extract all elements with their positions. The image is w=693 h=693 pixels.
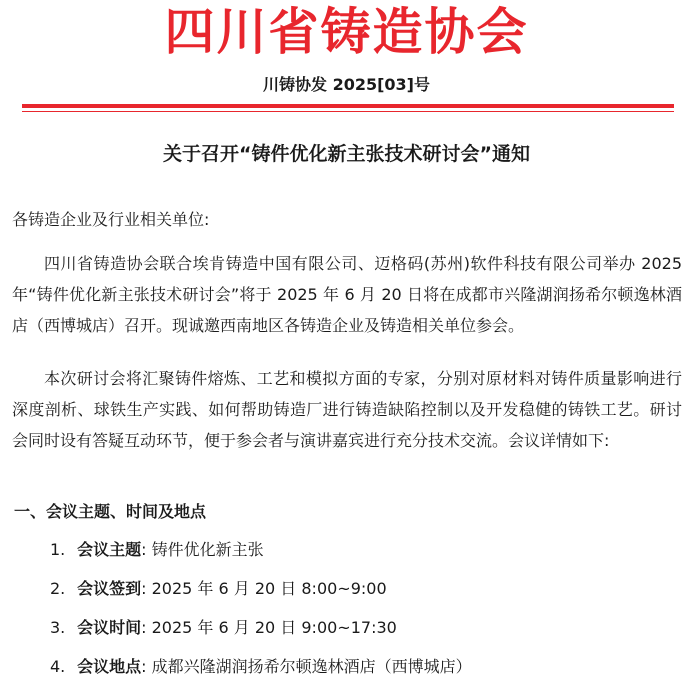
list-item-value: 2025 年 6 月 20 日 9:00~17:30 <box>151 618 397 637</box>
header-rule-thick <box>22 104 674 108</box>
list-item-colon: : <box>141 618 147 637</box>
list-item-value: 2025 年 6 月 20 日 8:00~9:00 <box>151 579 387 598</box>
list-item-label: 会议签到 <box>77 579 142 598</box>
list-item-number: 1. <box>50 540 66 559</box>
organization-title: 四川省铸造协会 <box>164 3 529 61</box>
list-item-label: 会议时间 <box>77 618 142 637</box>
meeting-details-list <box>50 537 472 693</box>
list-item-colon: : <box>141 657 147 676</box>
document-number: 川铸协发 2025[03]号 <box>263 75 430 94</box>
list-item-number: 4. <box>50 657 66 676</box>
list-item-value: 成都兴隆湖润扬希尔顿逸林酒店（西博城店） <box>151 657 472 676</box>
list-item-venue <box>50 654 472 693</box>
section-heading: 一、会议主题、时间及地点 <box>14 502 207 521</box>
list-item-checkin <box>50 576 472 615</box>
list-item-colon: : <box>141 579 147 598</box>
notice-title: 关于召开“铸件优化新主张技术研讨会”通知 <box>163 143 530 165</box>
list-item-colon: : <box>141 540 147 559</box>
list-item-number: 2. <box>50 579 66 598</box>
list-item-theme <box>50 537 472 576</box>
list-item-time <box>50 615 472 654</box>
body-paragraph-1: 四川省铸造协会联合埃肯铸造中国有限公司、迈格码(苏州)软件科技有限公司举办 2025 年“铸件优化新主张技术研讨会”将于 2025 年 6 月 20 日将在成都市兴隆湖润扬希尔顿逸林酒店（西博城店）召开。现诚邀西南地区各铸造企业及铸造相关单位参会。 <box>12 254 682 335</box>
list-item-label: 会议主题 <box>77 540 142 559</box>
body-paragraph-2: 本次研讨会将汇聚铸件熔炼、工艺和模拟方面的专家，分别对原材料对铸件质量影响进行深度剖析、球铁生产实践、如何帮助铸造厂进行铸造缺陷控制以及开发稳健的铸铁工艺。研讨会同时设有答疑互动环节，便于参会者与演讲嘉宾进行充分技术交流。会议详情如下: <box>12 369 682 450</box>
list-item-label: 会议地点 <box>77 657 142 676</box>
salutation: 各铸造企业及行业相关单位: <box>12 210 210 229</box>
list-item-value: 铸件优化新主张 <box>151 540 264 559</box>
list-item-number: 3. <box>50 618 66 637</box>
header-rule-thin <box>22 111 674 112</box>
